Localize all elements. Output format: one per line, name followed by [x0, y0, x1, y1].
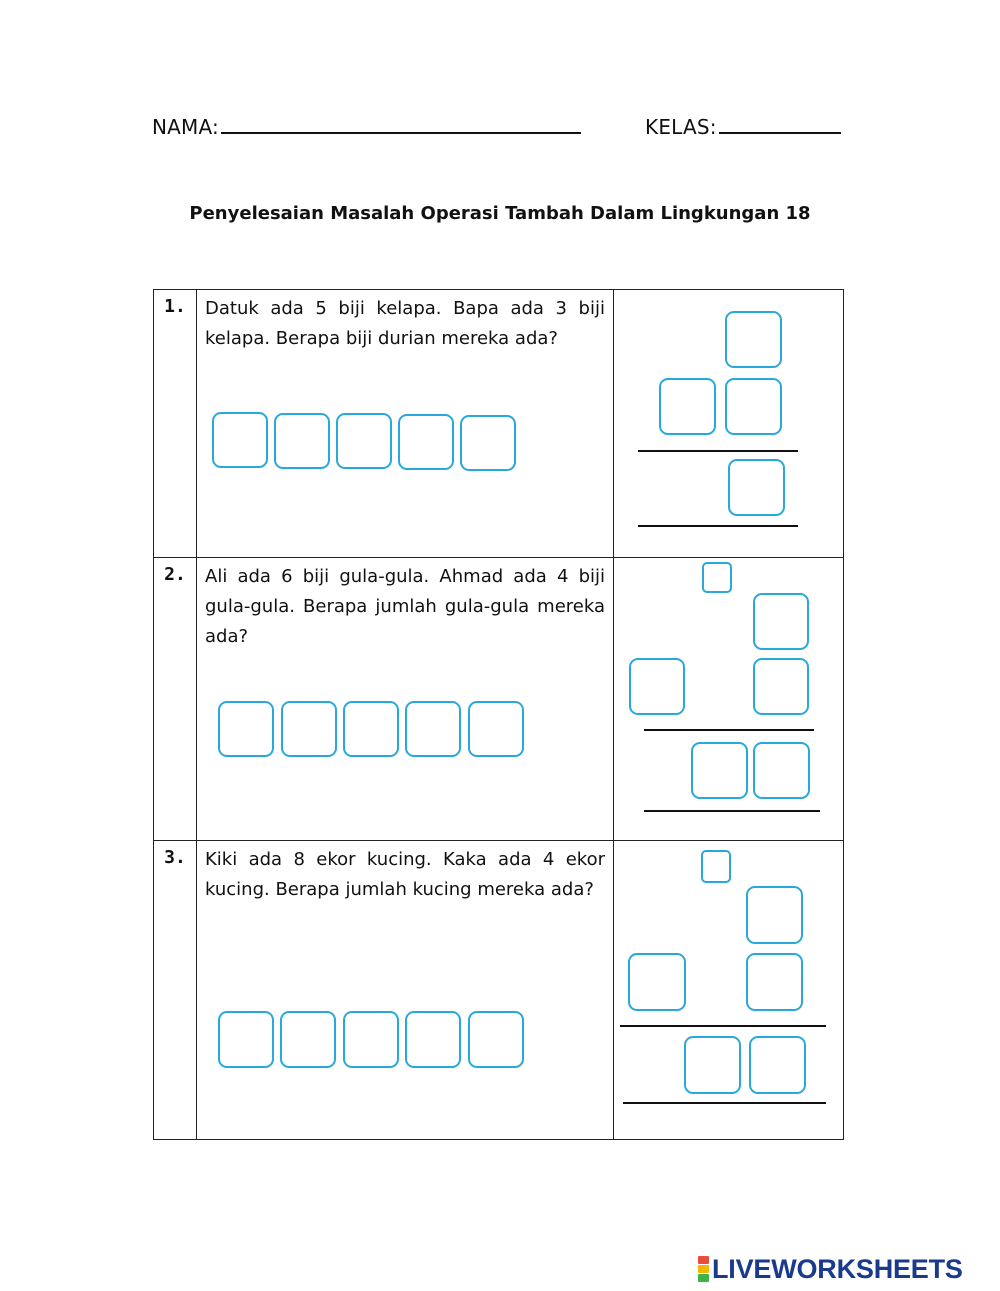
addend-box[interactable] — [659, 378, 716, 435]
sentence-answer-box[interactable] — [468, 701, 524, 757]
addend-box[interactable] — [628, 953, 686, 1011]
carry-box[interactable] — [701, 850, 731, 883]
question-row-1 — [154, 290, 844, 558]
question-text-cell — [197, 841, 614, 1140]
sum-line — [644, 729, 814, 731]
question-text: Datuk ada 5 biji kelapa. Bapa ada 3 biji kelapa. Berapa biji durian mereka ada? — [205, 298, 605, 349]
sum-line — [620, 1025, 826, 1027]
sentence-answer-box[interactable] — [218, 701, 274, 757]
question-text: Ali ada 6 biji gula-gula. Ahmad ada 4 biji gula-gula. Berapa jumlah gula-gula mereka ada? — [205, 566, 605, 647]
sentence-answer-box[interactable] — [281, 701, 337, 757]
column-addition-cell — [614, 841, 844, 1140]
addend-box[interactable] — [746, 886, 803, 944]
sentence-answer-box[interactable] — [336, 413, 392, 469]
question-number-cell — [154, 558, 197, 841]
class-field — [645, 112, 841, 139]
addend-box[interactable] — [629, 658, 685, 715]
class-blank-line[interactable] — [719, 112, 841, 134]
question-number: 3. — [164, 847, 186, 868]
name-blank-line[interactable] — [221, 112, 581, 134]
question-text: Kiki ada 8 ekor kucing. Kaka ada 4 ekor kucing. Berapa jumlah kucing mereka ada? — [205, 849, 605, 900]
sentence-answer-box[interactable] — [212, 412, 268, 468]
question-text-cell — [197, 558, 614, 841]
column-addition-cell — [614, 558, 844, 841]
addend-box[interactable] — [746, 953, 803, 1011]
sentence-answer-box[interactable] — [343, 701, 399, 757]
addend-box[interactable] — [725, 378, 782, 435]
question-number-cell — [154, 290, 197, 558]
sum-box[interactable] — [753, 742, 810, 799]
question-text-cell — [197, 290, 614, 558]
sentence-answer-box[interactable] — [468, 1011, 524, 1068]
liveworksheets-logo — [698, 1254, 963, 1284]
addend-box[interactable] — [753, 593, 809, 650]
sentence-answer-box[interactable] — [405, 701, 461, 757]
name-label: NAMA: — [152, 115, 219, 139]
question-number-cell — [154, 841, 197, 1140]
carry-box[interactable] — [702, 562, 732, 593]
bottom-line — [644, 810, 820, 812]
sum-box[interactable] — [749, 1036, 806, 1094]
worksheet-title: Penyelesaian Masalah Operasi Tambah Dalam Lingkungan 18 — [189, 203, 811, 224]
question-number: 2. — [164, 564, 186, 585]
sum-box[interactable] — [691, 742, 748, 799]
sum-line — [638, 450, 798, 452]
sentence-answer-box[interactable] — [274, 413, 330, 469]
sum-box[interactable] — [684, 1036, 741, 1094]
sentence-answer-box[interactable] — [343, 1011, 399, 1068]
bottom-line — [623, 1102, 826, 1104]
logo-text: LIVEWORKSHEETS — [712, 1253, 963, 1284]
name-field — [152, 112, 581, 139]
bottom-line — [638, 525, 798, 527]
sentence-answer-box[interactable] — [405, 1011, 461, 1068]
class-label: KELAS: — [645, 115, 717, 139]
sentence-answer-box[interactable] — [460, 415, 516, 471]
sentence-answer-box[interactable] — [398, 414, 454, 470]
question-number: 1. — [164, 296, 186, 317]
sentence-answer-box[interactable] — [280, 1011, 336, 1068]
logo-mark-icon — [698, 1256, 709, 1282]
questions-table — [153, 289, 844, 1140]
sentence-answer-box[interactable] — [218, 1011, 274, 1068]
question-row-2 — [154, 558, 844, 841]
addend-box[interactable] — [753, 658, 809, 715]
sum-box[interactable] — [728, 459, 785, 516]
column-addition-cell — [614, 290, 844, 558]
question-row-3 — [154, 841, 844, 1140]
addend-box[interactable] — [725, 311, 782, 368]
